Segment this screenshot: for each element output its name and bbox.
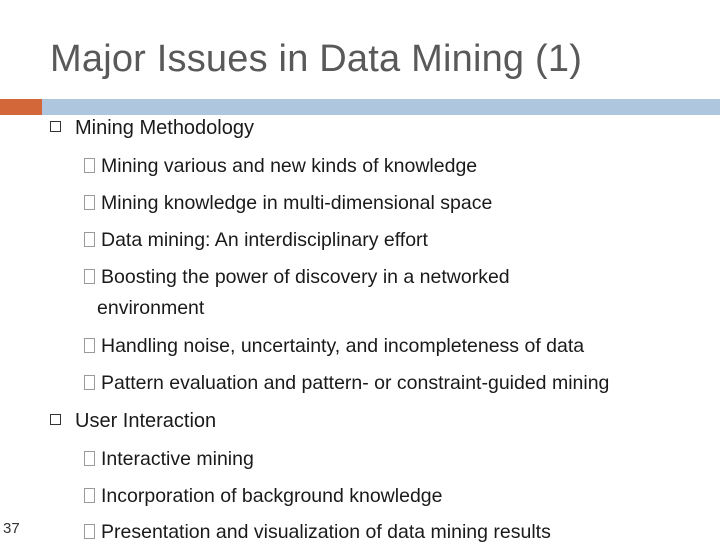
- slide-number: 37: [3, 520, 20, 537]
- missing-glyph-icon: [84, 375, 95, 390]
- list-item: Data mining: An interdisciplinary effort: [84, 229, 428, 252]
- missing-glyph-icon: [84, 269, 95, 284]
- section-heading-mining-methodology: Mining Methodology: [50, 117, 254, 140]
- list-item: Incorporation of background knowledge: [84, 485, 442, 508]
- accent-bar-orange: [0, 99, 42, 115]
- missing-glyph-icon: [84, 232, 95, 247]
- missing-glyph-icon: [84, 524, 95, 539]
- list-item: Mining various and new kinds of knowledge: [84, 155, 477, 178]
- accent-bar-blue: [42, 99, 720, 115]
- list-item: Pattern evaluation and pattern- or constraint-guided mining: [84, 372, 609, 395]
- missing-glyph-icon: [84, 158, 95, 173]
- list-item: Presentation and visualization of data mining results: [84, 521, 551, 544]
- missing-glyph-icon: [84, 195, 95, 210]
- section-heading-user-interaction: User Interaction: [50, 410, 216, 433]
- list-item-continuation: environment: [97, 297, 205, 319]
- list-item: Mining knowledge in multi-dimensional space: [84, 192, 492, 215]
- square-bullet-icon: [50, 414, 61, 425]
- square-bullet-icon: [50, 121, 61, 132]
- missing-glyph-icon: [84, 338, 95, 353]
- missing-glyph-icon: [84, 488, 95, 503]
- slide-title: Major Issues in Data Mining (1): [50, 38, 583, 80]
- list-item: Interactive mining: [84, 448, 254, 471]
- list-item: Boosting the power of discovery in a networked: [84, 266, 510, 289]
- list-item: Handling noise, uncertainty, and incompleteness of data: [84, 335, 584, 358]
- missing-glyph-icon: [84, 451, 95, 466]
